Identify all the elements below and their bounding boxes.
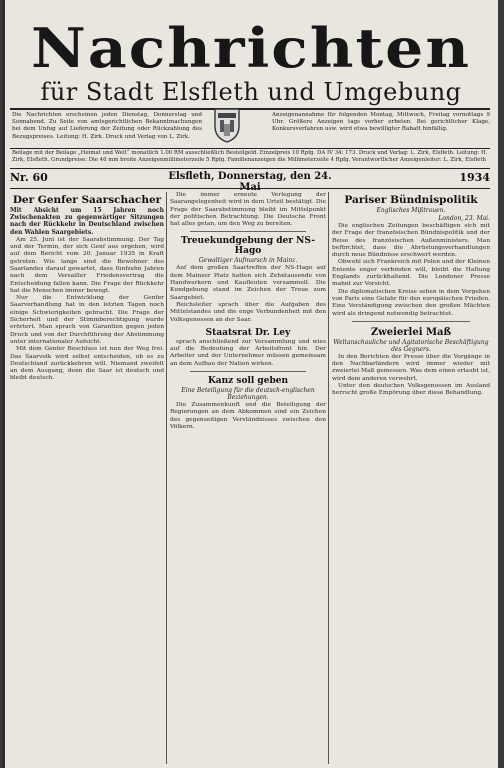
issue-year: 1934 (459, 171, 490, 184)
issue-date: Elsfleth, Donnerstag, den 24. (168, 171, 332, 182)
column-right (332, 192, 490, 764)
masthead-area (2, 0, 498, 170)
article-paragraph: Auf dem großen Saartreffen der NS-Hago auf dem Mainzer Platz hatten sich Zehntausende von Handwerkern und Kaufleuten versammelt. Die Kundgebung stand im Zeichen der Treue zum Saargebiet. (170, 265, 326, 301)
article-paragraph: Die immer erneute Verlegung der Saarangelegenheit wird in dem Urteil bestätigt. Die Frage der Saarabstimmung bleibt im Mittelpunkt der politischen Betrachtung. Die Deutsche Front hat alles getan, um den Weg zu bereiten. (170, 192, 326, 228)
article-separator (190, 371, 306, 372)
article-paragraph: In den Berichten der Presse über die Vorgänge in den Nachbarländern wird immer wieder mit zweierlei Maß gemessen. Was dem einen erlaubt ist, wird dem anderen verwehrt. (332, 353, 490, 382)
city-crest-icon (213, 106, 241, 144)
article-headline: Der Genfer Saarschacher (12, 194, 162, 206)
issue-bar (10, 171, 490, 187)
masthead-subtitle: für Stadt Elsfleth und Umgebung (40, 78, 462, 106)
article-paragraph: Nur die Entwicklung der Genfer Saarverhandlung hat in den letzten Tagen noch einige Schwierigkeiten gebracht. Die Frage der Sicherheit und der Stimmberechtigung wurde erörtert. Man sprach von Garantien gegen jeden Druck und von der Durchführung der Abstimmung unter internationaler Aufsicht. (10, 295, 164, 345)
issue-rule-top (10, 168, 490, 169)
header-rule (10, 108, 490, 110)
article-dateline: London, 23. Mai. (438, 215, 490, 222)
article-subheadline: Eine Beteiligung für die deutsch-englischen Beziehungen. (181, 387, 315, 402)
article-headline: Kanz soll geben (207, 376, 289, 387)
article-paragraph: Die Zusammenkunft und die Beteiligung der Regierungen an dem Abkommen sind ein Zeichen des gegenseitigen Verständnisses zwischen den Völkern. (170, 402, 326, 430)
column-divider (166, 192, 167, 764)
info-rule (10, 148, 490, 149)
article-paragraph: Die diplomatischen Kreise sehen in dem Vorgehen von Paris eine Gefahr für den europäischen Frieden. Eine Verständigung zwischen den großen Mächten wird als dringend notwendig betrachtet. (332, 288, 490, 317)
article-headline: Zweierlei Maß (370, 326, 452, 338)
article-separator (352, 321, 470, 322)
publication-info-left: Die Nachrichten erscheinen jeden Dienstag, Donnerstag und Sonnabend. Zu Seite von amtsgerichtlichen Bekanntmachungen bei dem Unfug auf Lieferung der Zeitung oder Rückzahlung des Bezugspreises. Leitung: H. Zirk. Druck und Verlag von L. Zirk. (12, 112, 202, 140)
article-headline: Staatsrat Dr. Ley (205, 327, 291, 338)
article-subheadline: Gewaltiger Aufmarsch in Mainz. (198, 257, 298, 265)
masthead-title: Nachrichten (31, 17, 471, 81)
article-paragraph: Die englischen Zeitungen beschäftigen sich mit der Frage der französischen Bündnispolitik und der Reise des französischen Außenministers. Man befürchtet, dass die Abrüstungsverhandlungen durch neue Bündnisse erschwert werden. (332, 223, 490, 259)
article-paragraph: Obwohl sich Frankreich mit Polen und der Kleinen Entente enger verbinden will, bleibt die Haltung Englands zurückhaltend. Die Londoner Presse mahnt zur Vorsicht. (332, 259, 490, 288)
article-separator (190, 231, 306, 232)
article-paragraph: Reichsleiter sprach über die Aufgaben des Mittelstandes und die enge Verbundenheit mit den Volksgenossen an der Saar. (170, 301, 326, 323)
article-subheadline: Weltanschauliche und Agitatorische Beschäftigung des Gegners. (333, 338, 489, 353)
column-divider (328, 192, 329, 764)
issue-number: Nr. 60 (10, 171, 48, 184)
column-left (10, 192, 164, 764)
article-paragraph: Am 25. Juni ist der Saarabstimmung. Der Tag und der Termin, der sich Genf aus ergeben, wird auf dem Bericht vom 20. Januar 1935 in Kraft getreten. Wie lange sind die Bewohner des Saarlandes darauf gewartet, dass fünfzehn Jahren nach dem Versailler Friedensvertrag die Entscheidung fallen kann. Die Frage der Rückkehr hat die Menschen immer bewegt. (10, 236, 164, 294)
newspaper-page (2, 0, 498, 768)
publication-info-right: Anzeigenannahme für folgenden Montag, Mittwoch, Freitag vormittags 9 Uhr. Größere Anzeigen tags vorher erbeten. Bei gerichtlicher Klage, Konkursverfahren usw. wird etwa bewilligter Rabatt hinfällig. (272, 112, 490, 133)
article-paragraph: Mit dem Genfer Beschluss ist nun der Weg frei. Das Saarvolk wird selbst entscheiden, ob es zu Deutschland zurückkehren will. Niemand zweifelt an dem Ausgang, denn die Saar ist deutsch und bleibt deutsch. (10, 346, 164, 382)
article-lead: Mit Absicht um 15 Jahren noch Zwischenakten zu gegenwärtiger Sitzungen nach der Rückkehr in Deutschland zwischen den Wahlen Saargebiets. (10, 207, 164, 236)
article-headline: Pariser Bündnispolitik (344, 194, 478, 206)
article-subheadline: Englisches Mißtrauen. (376, 207, 446, 214)
article-paragraph: sprach anschließend zur Versammlung und wies auf die Bedeutung der Arbeitsfront hin. Der Arbeiter und der Unternehmer müssen gemeinsam an dem Aufbau der Nation wirken. (170, 338, 326, 367)
issue-rule-bottom (10, 188, 490, 189)
price-info: Beilage mit der Beilage „Heimat und Welt“ monatlich 1.00 RM ausschließlich Bestellgeld. Einzelpreis 10 Rpfg. DA IV 34: 173. Druck und Verlag: L. Zirk, Elsfleth. Leitung: H. Zirk, Elsfleth. Grundpreise: Die 46 mm breite Anzeigenmillimeterzeile 5 Rpfg. Familienanzeigen die Millimeterzeile 4 Rpfg. Verantwortlicher Anzeigenleiter: L. Zirk, Elsfleth (12, 150, 488, 163)
article-paragraph: Unter den deutschen Volksgenossen im Ausland herrscht große Empörung über diese Behandlung. (332, 383, 490, 397)
column-middle (170, 192, 326, 764)
article-headline: Treuekundgebung der NS-Hago (181, 236, 315, 257)
